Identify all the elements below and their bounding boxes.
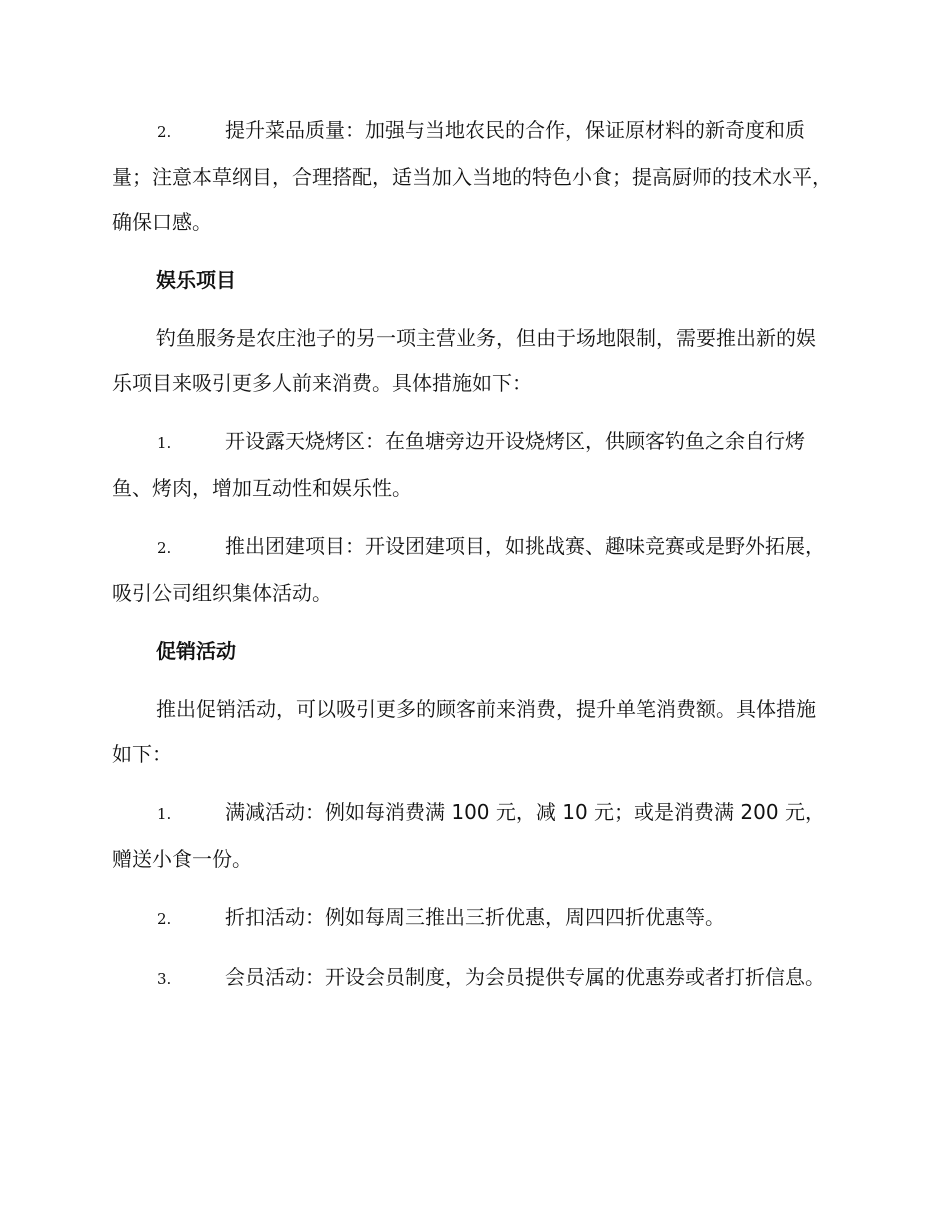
- section-heading-promotion: 促销活动: [156, 639, 236, 663]
- list-item-text: 推出团建项目：开设团建项目，如挑战赛、趣味竞赛或是野外拓展，吸引公司组织集体活动。: [112, 534, 825, 605]
- list-number: 1.: [157, 805, 172, 823]
- entertainment-intro: 钓鱼服务是农庄池子的另一项主营业务，但由于场地限制，需要推出新的娱乐项目来吸引更多人前来消费。具体措施如下：: [112, 326, 816, 395]
- list-item-text: 提升菜品质量：加强与当地农民的合作，保证原材料的新奇度和质量；注意本草纲目，合理搭配，适当加入当地的特色小食；提高厨师的技术水平，确保口感。: [112, 118, 832, 234]
- list-item-text: 开设露天烧烤区：在鱼塘旁边开设烧烤区，供顾客钓鱼之余自行烤鱼、烤肉，增加互动性和娱乐性。: [112, 429, 805, 500]
- list-item-text: 会员活动：开设会员制度，为会员提供专属的优惠券或者打折信息。: [225, 965, 825, 989]
- list-number: 3.: [157, 970, 172, 988]
- section-heading-entertainment: 娱乐项目: [156, 268, 236, 292]
- list-item-text: 满减活动：例如每消费满 100 元，减 10 元；或是消费满 200 元，赠送小食一份。: [112, 800, 825, 871]
- list-item: [112, 524, 834, 616]
- list-number: 2.: [157, 123, 172, 141]
- list-item: [112, 108, 834, 245]
- list-item: [112, 955, 834, 1002]
- list-number: 1.: [157, 434, 172, 452]
- list-item-text: 折扣活动：例如每周三推出三折优惠，周四四折优惠等。: [225, 905, 725, 929]
- list-item: [112, 790, 834, 882]
- list-item: [112, 895, 834, 942]
- list-number: 2.: [157, 910, 172, 928]
- list-number: 2.: [157, 539, 172, 557]
- promotion-intro: 推出促销活动，可以吸引更多的顾客前来消费，提升单笔消费额。具体措施如下：: [112, 697, 816, 766]
- list-item: [112, 419, 834, 511]
- document-page: [112, 108, 834, 1015]
